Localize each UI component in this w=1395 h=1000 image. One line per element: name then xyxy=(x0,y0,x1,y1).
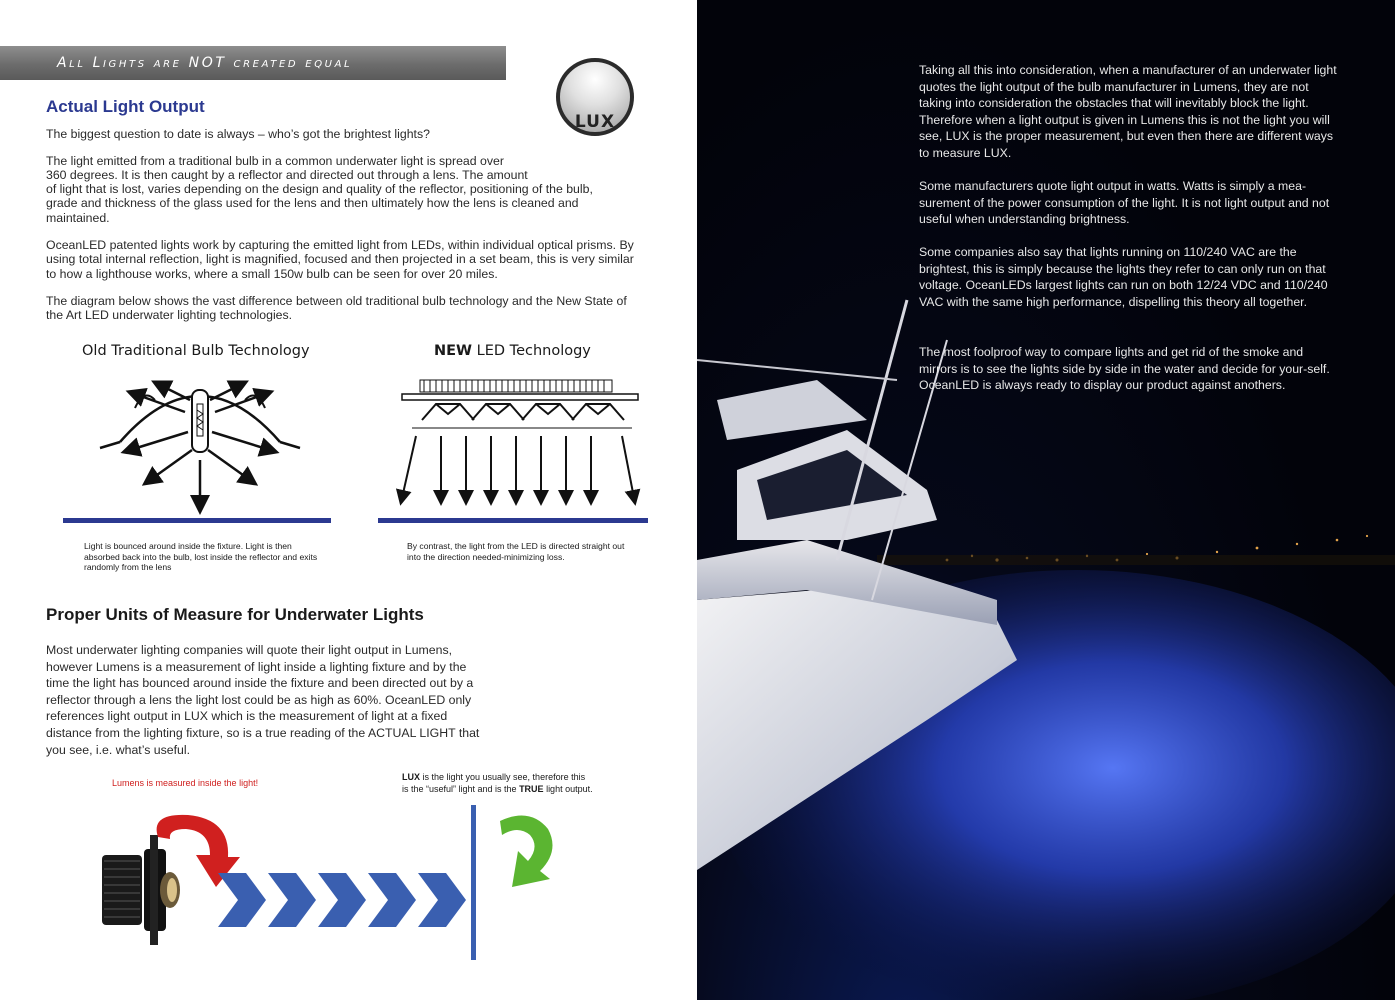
lumens-lux-diagram xyxy=(100,805,570,960)
section-title-units-of-measure: Proper Units of Measure for Underwater Lights xyxy=(46,605,424,624)
bulb-icon xyxy=(192,390,208,452)
paragraph-bulb-line1: The light emitted from a traditional bulb in a common underwater light is spread over xyxy=(46,154,504,168)
new-technology-title-bold: NEW xyxy=(434,343,473,359)
left-page xyxy=(0,0,697,1000)
green-arrow-icon xyxy=(500,816,553,887)
water-line-new xyxy=(378,518,648,523)
right-paragraph-compare: The most foolproof way to compare lights and get rid of the smoke and mirrors is to see the lights side by side in the water and decide for your-self. OceanLED is always ready to display our product against anothers. xyxy=(919,345,1330,393)
lux-note-bold-true: TRUE xyxy=(519,784,544,794)
lux-badge xyxy=(556,58,634,136)
paragraph-bulb-line2: 360 degrees. It is then caught by a reflector and directed out through a lens. The amount xyxy=(46,168,528,182)
new-technology-title xyxy=(434,343,591,359)
heatsink-icon xyxy=(402,380,638,400)
chevron-arrows-icon xyxy=(218,873,466,927)
lux-note-bold-lux: LUX xyxy=(402,772,420,782)
lux-badge-label: LUX xyxy=(574,112,616,132)
old-bulb-diagram xyxy=(60,370,340,530)
water-line-old xyxy=(63,518,331,523)
lumens-note: Lumens is measured inside the light! xyxy=(112,778,259,788)
new-technology-title-rest: LED Technology xyxy=(472,343,591,359)
right-paragraph-voltage: Some companies also say that lights running on 110/240 VAC are the brightest, this is simply because the lights they refer to can only run on that voltage. OceanLEDs largest lights can run on both 12/24 VDC and 110/240 VAC with the same high performance, dispelling this theory all together. xyxy=(919,245,1328,309)
right-paragraph-lumens-obstacles: Taking all this into consideration, when a manufacturer of an underwater light quotes the light output of the bulb manufacturer in Lumens, they are not taking into consideration the obstacles that will inevitably block the light. Therefore when a light output is given in Lumens this is not the light you will see, LUX is the proper measurement, but even then there are different ways to measure LUX. xyxy=(919,63,1337,160)
right-paragraph-watts: Some manufacturers quote light output in watts. Watts is simply a mea-surement of the power consumption of the light. It is not light output and not useful when understanding brightness. xyxy=(919,179,1330,227)
section-title-actual-light-output: Actual Light Output xyxy=(46,97,205,116)
led-prisms-icon xyxy=(422,404,624,420)
lux-note xyxy=(402,771,593,795)
paragraph-intro: The biggest question to date is always – who’s got the brightest lights? xyxy=(46,127,430,141)
new-technology-caption: By contrast, the light from the LED is directed straight out into the direction needed-minimizing loss. xyxy=(407,541,625,562)
lux-note-text1: is the light you usually see, therefore this xyxy=(420,772,586,782)
paragraph-bulb-rest: of light that is lost, varies depending on the design and quality of the reflector, positioning of the bulb, grade and thickness of the glass used for the lens and then ultimately how the lens is cleaned and maintained. xyxy=(46,182,593,225)
lux-note-text3: light output. xyxy=(543,784,593,794)
paragraph-oceanled-prisms: OceanLED patented lights work by capturing the emitted light from LEDs, within individual optical prisms. By using total internal reflection, light is magnified, focused and then projected in a set beam, this is very similar to how a lighthouse works, where a small 150w bulb can be seen for over 20 miles. xyxy=(46,238,634,281)
banner-text: All Lights are NOT created equal xyxy=(57,55,353,71)
lux-note-text2: is the “useful” light and is the xyxy=(402,784,520,794)
old-technology-caption: Light is bounced around inside the fixture. Light is then absorbed back into the bulb, lost inside the reflector and exits randomly from the lens xyxy=(84,541,318,572)
paragraph-diagram-intro: The diagram below shows the vast difference between old traditional bulb technology and the New State of the Art LED underwater lighting technologies. xyxy=(46,294,627,323)
measurement-line xyxy=(471,805,476,960)
header-banner xyxy=(0,46,506,80)
light-fixture-icon xyxy=(102,835,180,945)
new-led-diagram xyxy=(376,376,656,526)
directed-arrows-icon xyxy=(402,436,634,498)
paragraph-lumens-vs-lux: Most underwater lighting companies will quote their light output in Lumens, however Lumens is a measurement of light inside a lighting fixture and by the time the light has bounced around inside the fixture and been directed out by a reflector through a lens the light lost could be as high as 60%. OceanLED only references light output in LUX which is the measurement of light at a fixed distance from the lighting fixture, so is a true reading of the ACTUAL LIGHT that you see, i.e. what’s useful. xyxy=(46,643,480,757)
old-technology-title: Old Traditional Bulb Technology xyxy=(82,343,310,359)
right-page xyxy=(697,0,1395,1000)
